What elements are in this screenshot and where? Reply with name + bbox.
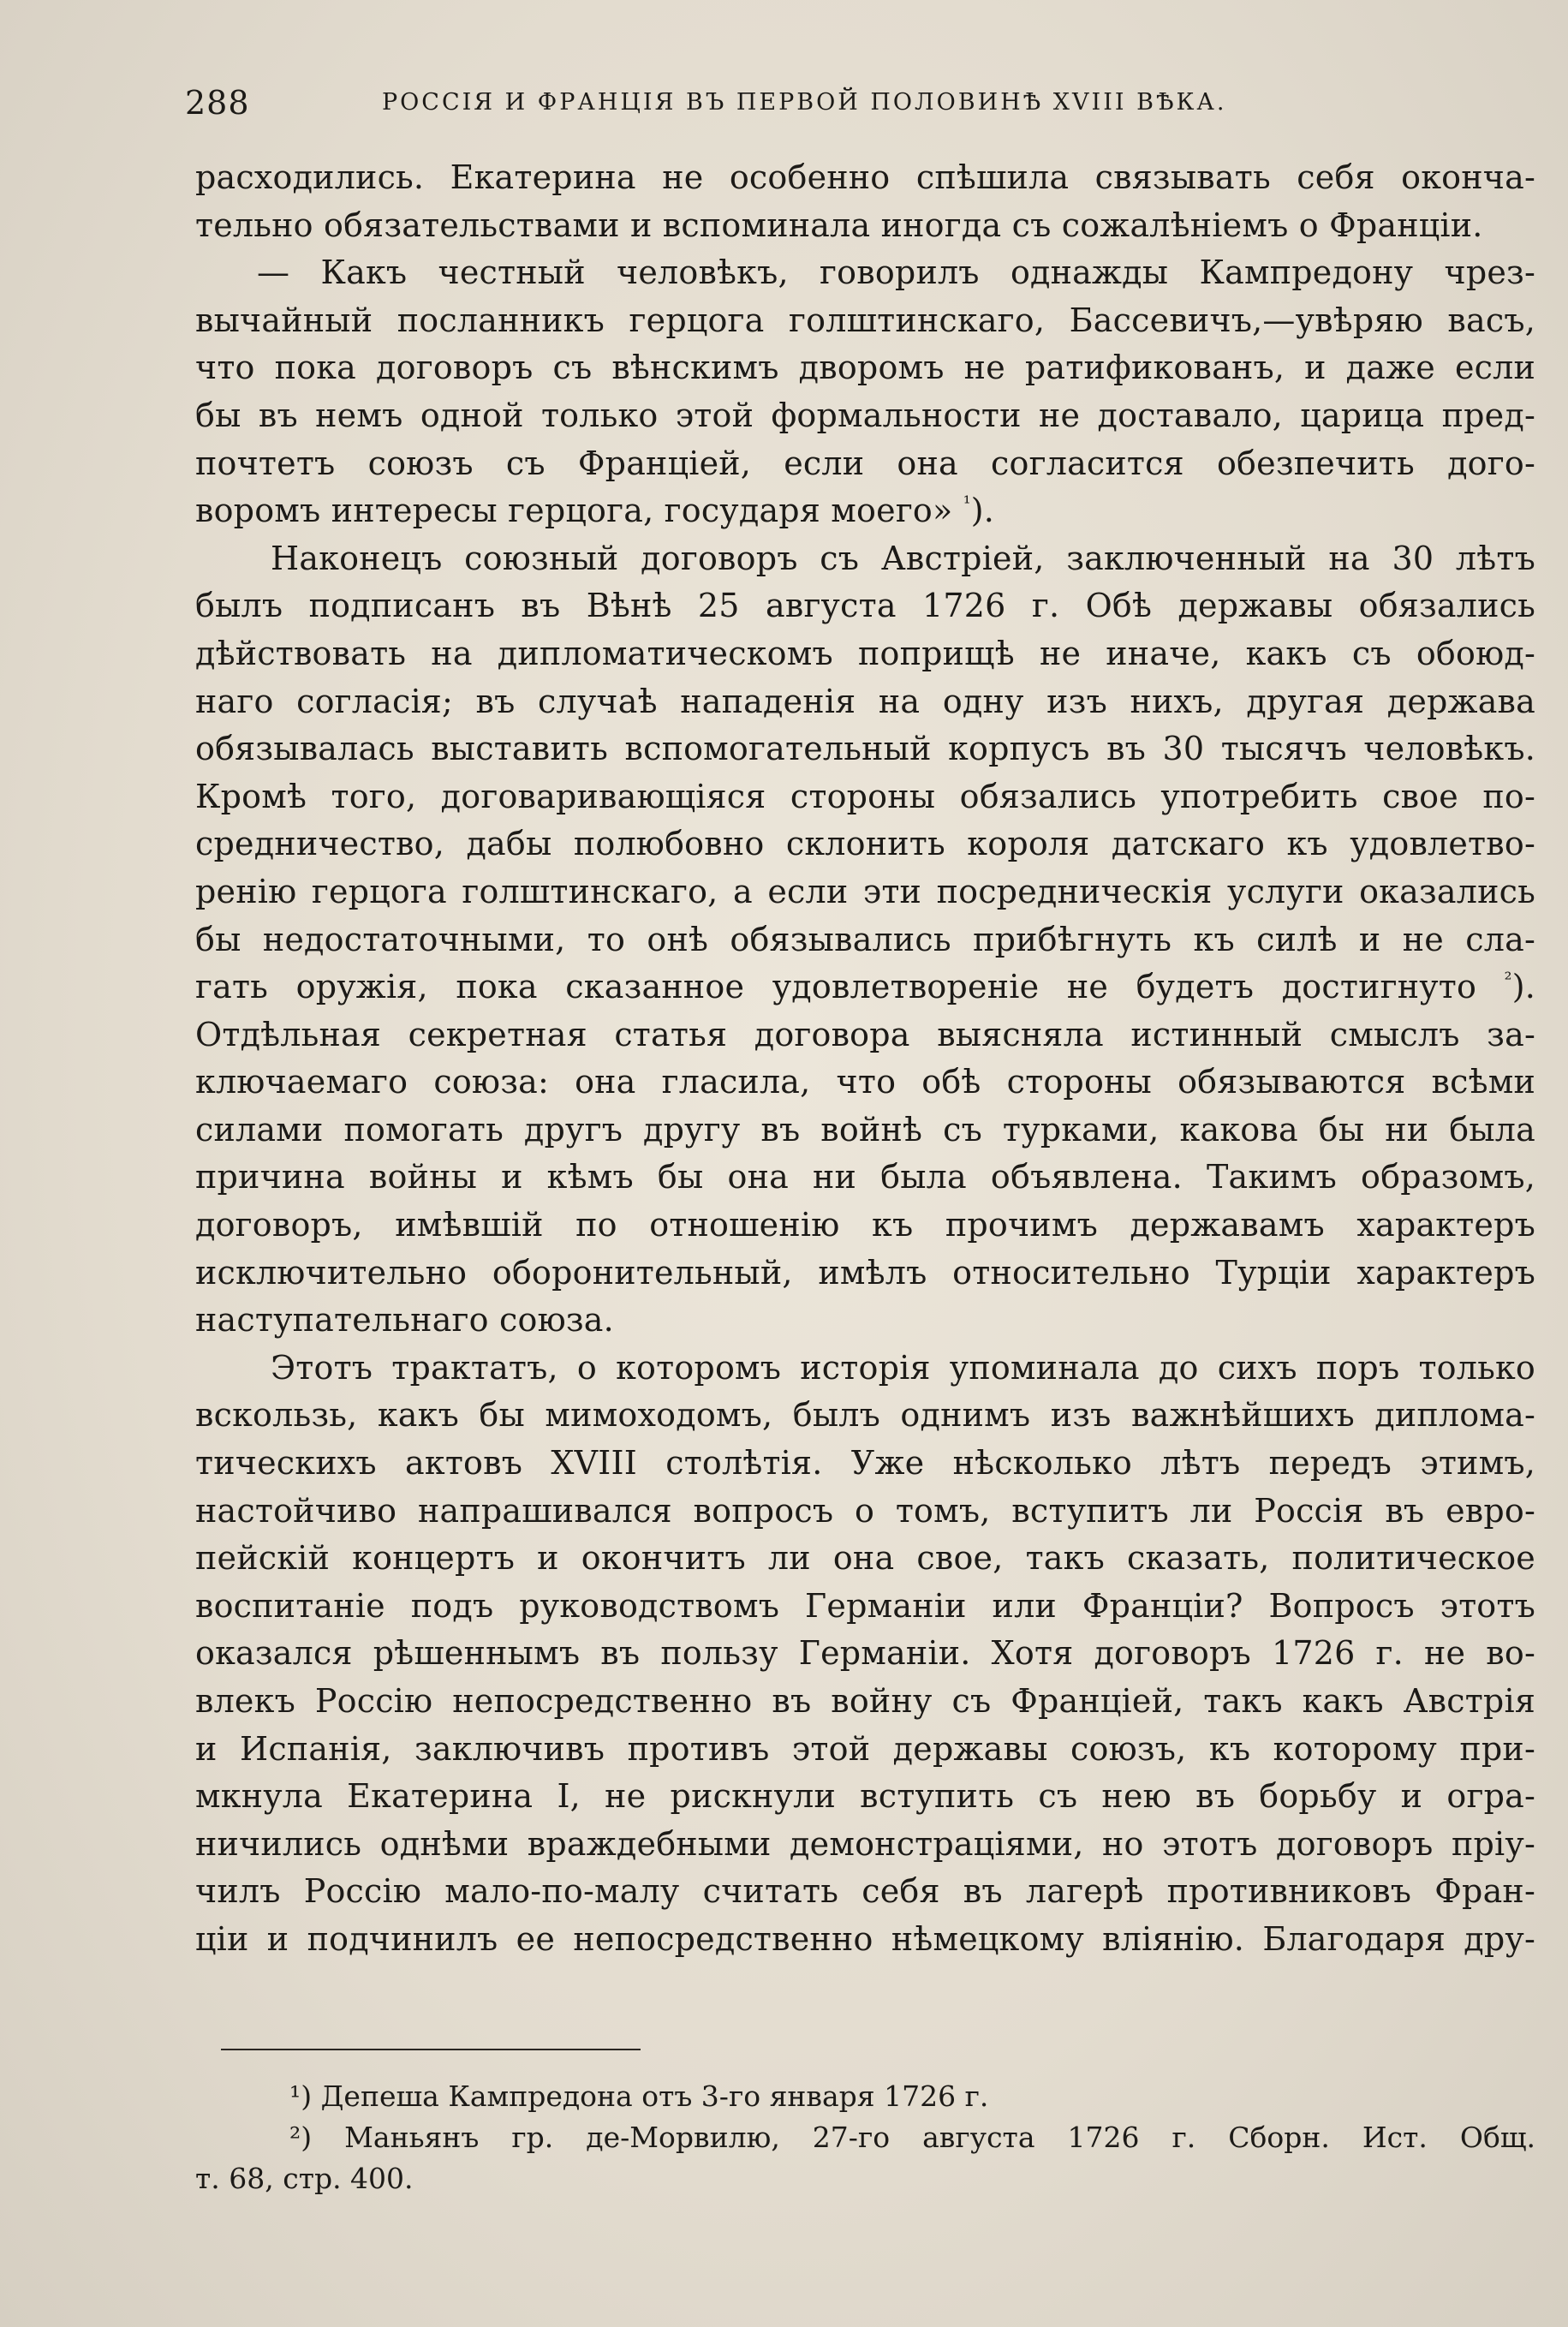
text-line: бы недостаточными, то онѣ обязывались прибѣгнуть къ силѣ и не сла-	[195, 920, 1535, 958]
text-line: — Какъ честный человѣкъ, говорилъ однажды Кампредону чрез-	[257, 254, 1535, 292]
text-line: пейскій концертъ и окончитъ ли она свое, такъ сказать, политическое	[195, 1539, 1535, 1578]
text-line: тическихъ актовъ XVIII столѣтія. Уже нѣсколько лѣтъ передъ этимъ,	[195, 1444, 1535, 1483]
text-line: что пока договоръ съ вѣнскимъ дворомъ не ратификованъ, и даже если	[195, 349, 1535, 387]
text-line: бы въ немъ одной только этой формальности не доставало, царица пред-	[195, 396, 1535, 434]
text-line: силами помогать другъ другу въ войнѣ съ турками, какова бы ни была	[195, 1110, 1535, 1149]
footnote-2: ²) Маньянъ гр. де-Морвилю, 27-го августа 1726 г. Сборн. Ист. Общ.	[289, 2121, 1535, 2154]
text-line: Отдѣльная секретная статья договора выясняла истинный смыслъ за-	[195, 1015, 1535, 1053]
text-line: тельно обязательствами и вспоминала иногда съ сожалѣніемъ о Франціи.	[195, 206, 1483, 244]
page-number: 288	[185, 84, 250, 122]
text-line: исключительно оборонительный, имѣлъ относительно Турціи характеръ	[195, 1253, 1535, 1292]
text-line: ціи и подчинилъ ее непосредственно нѣмецкому вліянію. Благодаря дру-	[195, 1919, 1535, 1958]
text-line: настойчиво напрашивался вопросъ о томъ, вступитъ ли Россія въ евро-	[195, 1491, 1535, 1530]
text-line: вычайный посланникъ герцога голштинскаго, Бассевичъ,—увѣряю васъ,	[195, 301, 1535, 339]
text-line: дѣйствовать на дипломатическомъ поприщѣ не иначе, какъ съ обоюд-	[195, 634, 1535, 672]
text-line: вскользь, какъ бы мимоходомъ, былъ однимъ изъ важнѣйшихъ диплома-	[195, 1396, 1535, 1435]
footnote-1: ¹) Депеша Кампредона отъ 3-го января 1726 г.	[289, 2079, 989, 2113]
text-line: Наконецъ союзный договоръ съ Австріей, заключенный на 30 лѣтъ	[271, 539, 1535, 577]
text-line: воспитаніе подъ руководствомъ Германіи или Франціи? Вопросъ этотъ	[195, 1586, 1535, 1625]
text-line: чилъ Россію мало-по-малу считать себя въ лагерѣ противниковъ Фран-	[195, 1872, 1535, 1911]
text-line: ничились однѣми враждебными демонстраціями, но этотъ договоръ пріу-	[195, 1824, 1535, 1863]
running-title: РОССІЯ И ФРАНЦІЯ ВЪ ПЕРВОЙ ПОЛОВИНѢ XVIII ВѢКА.	[382, 89, 1227, 116]
text-line: наго согласія; въ случаѣ нападенія на одну изъ нихъ, другая держава	[195, 682, 1535, 720]
text-line-body: гать оружія, пока сказанное удовлетвореніе не будетъ достигнуто	[195, 968, 1505, 1006]
text-line: обязывалась выставить вспомогательный корпусъ въ 30 тысячъ человѣкъ.	[195, 730, 1535, 768]
text-line: наступательнаго союза.	[195, 1301, 614, 1340]
text-line-with-footnote	[195, 487, 1535, 535]
text-line: Кромѣ того, договаривающіяся стороны обязались употребить свое по-	[195, 777, 1535, 815]
text-line: оказался рѣшеннымъ въ пользу Германіи. Хотя договоръ 1726 г. не во-	[195, 1634, 1535, 1673]
text-line: влекъ Россію непосредственно въ войну съ Франціей, такъ какъ Австрія	[195, 1682, 1535, 1720]
text-line: Этотъ трактатъ, о которомъ исторія упоминала до сихъ поръ только	[271, 1348, 1535, 1387]
footnote-2-continued: т. 68, стр. 400.	[195, 2162, 414, 2195]
text-line: почтетъ союзъ съ Франціей, если она согласится обезпечить дого-	[195, 444, 1535, 482]
footnote-divider	[221, 2049, 641, 2050]
footnotes	[195, 2076, 1535, 2199]
text-line-with-footnote	[195, 964, 1535, 1011]
text-line: мкнула Екатерина I, не рискнули вступить съ нею въ борьбу и огра-	[195, 1777, 1535, 1816]
body-text	[195, 154, 1535, 1964]
footnote-ref-1: ¹	[963, 493, 971, 516]
footnote-ref-2-tail: ).	[1511, 968, 1535, 1006]
text-line: и Испанія, заключивъ противъ этой державы союзъ, къ которому при-	[195, 1729, 1535, 1768]
footnote-ref-2: ²	[1504, 970, 1512, 992]
text-line: договоръ, имѣвшій по отношенію къ прочимъ державамъ характеръ	[195, 1206, 1535, 1244]
page-header	[185, 84, 1324, 128]
text-line: ключаемаго союза: она гласила, что обѣ стороны обязываются всѣми	[195, 1063, 1535, 1101]
text-line: причина войны и кѣмъ бы она ни была объявлена. Такимъ образомъ,	[195, 1158, 1535, 1196]
footnote-ref-1-tail: ).	[970, 492, 995, 530]
text-line: средничество, дабы полюбовно склонить короля датскаго къ удовлетво-	[195, 825, 1535, 863]
text-line: расходились. Екатерина не особенно спѣшила связывать себя оконча-	[195, 158, 1535, 196]
text-line: былъ подписанъ въ Вѣнѣ 25 августа 1726 г. Обѣ державы обязались	[195, 587, 1535, 625]
text-line: ренію герцога голштинскаго, а если эти посредническія услуги оказались	[195, 872, 1535, 910]
text-line-body: воромъ интересы герцога, государя моего»	[195, 492, 963, 530]
